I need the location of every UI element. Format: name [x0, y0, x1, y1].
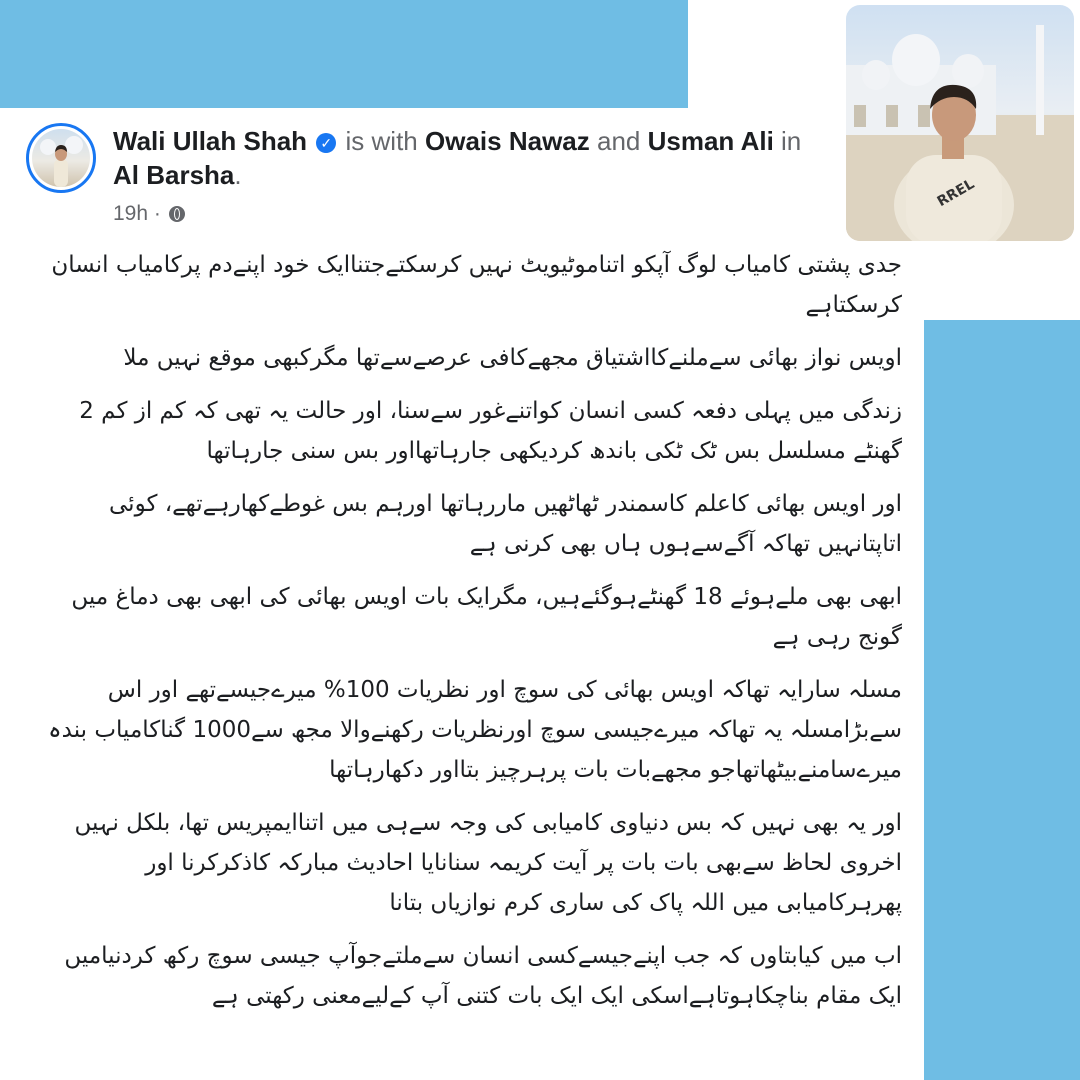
location-period: .	[234, 160, 242, 190]
author-name[interactable]: Wali Ullah Shah	[113, 126, 308, 156]
post-paragraph: اویس نواز بھائی سےملنےکااشتیاق مجھےکافی عرصےسےتھا مگرکبھی موقع نہیں ملا	[123, 345, 902, 371]
accent-banner-top	[0, 0, 688, 108]
post-paragraph: زندگی میں پہلی دفعہ کسی انسان کواتنےغور سےسنا، اور حالت یہ تھی کہ کم از کم 2 گھنٹے مسلسل بس ٹک ٹکی باندھ کردیکھی جارہاتھااور بس سنی جارہاتھا	[79, 398, 902, 464]
verified-badge-icon: ✓	[316, 133, 336, 153]
post-paragraph: جدی پشتی کامیاب لوگ آپکو اتناموٹیویٹ نہیں کرسکتےجتناایک خود اپنےدم پرکامیاب انسان کرسکتاہے	[51, 252, 902, 318]
location-link[interactable]: Al Barsha	[113, 160, 235, 190]
tagged-person-1[interactable]: Owais Nawaz	[425, 126, 590, 156]
post-paragraph: مسلہ سارایہ تھاکہ اویس بھائی کی سوچ اور نظریات 100% میرےجیسےتھے اور اس سےبڑامسلہ یہ تھاکہ میرےجیسی سوچ اورنظریات رکھنےوالا مجھ سے1000 گناکامیاب بندہ میرےسامنےبیٹھاتھاجو مجھےبات بات پرہرچیز بتااور دکھارہاتھا	[48, 677, 902, 783]
post-paragraph: اور یہ بھی نہیں کہ بس دنیاوی کامیابی کی وجہ سےہی میں اتناایمپریس تھا، بلکل نہیں اخروی لحاظ سےبھی بات بات پر آیت کریمہ سنانایا احادیث مبارکہ کاذکرکرنا اور پھرہرکامیابی میں اللہ پاک کی ساری کرم نوازیاں بتانا	[74, 810, 902, 916]
and-text: and	[596, 126, 641, 156]
is-with-text: is with	[345, 126, 418, 156]
svg-text:RREL: RREL	[934, 176, 978, 211]
post-header	[113, 124, 833, 192]
meta-separator: ·	[153, 202, 161, 225]
profile-photo	[846, 5, 1074, 241]
mosque-photo-illustration	[846, 5, 1074, 241]
author-avatar[interactable]	[26, 123, 96, 193]
avatar-illustration	[32, 129, 90, 187]
globe-icon[interactable]	[169, 206, 185, 222]
post-paragraph: ابھی بھی ملےہوئے 18 گھنٹےہوگئےہیں، مگرایک بات اویس بھائی کی ابھی بھی دماغ میں گونج رہی ہے	[71, 584, 902, 650]
post-timestamp[interactable]: 19h	[113, 202, 149, 225]
post-paragraph: اور اویس بھائی کاعلم کاسمندر ٹھاٹھیں ماررہاتھا اورہم بس غوطےکھارہےتھے، کوئی اتاپتانہیں تھاکہ آگےسےہوں ہاں بھی کرنی ہے	[109, 491, 902, 557]
in-text: in	[781, 126, 802, 156]
tagged-person-2[interactable]: Usman Ali	[647, 126, 774, 156]
post-body	[30, 245, 902, 1029]
post-meta	[113, 200, 185, 228]
post-paragraph: اب میں کیابتاوں کہ جب اپنےجیسےکسی انسان سےملتےجوآپ جیسی سوچ رکھ کردنیامیں ایک مقام بناچکاہوتاہےاسکی ایک ایک بات کتنی آپ کےلیےمعنی رکھتی ہے	[64, 943, 902, 1009]
avatar-image	[32, 129, 90, 187]
accent-banner-right	[924, 320, 1080, 1080]
